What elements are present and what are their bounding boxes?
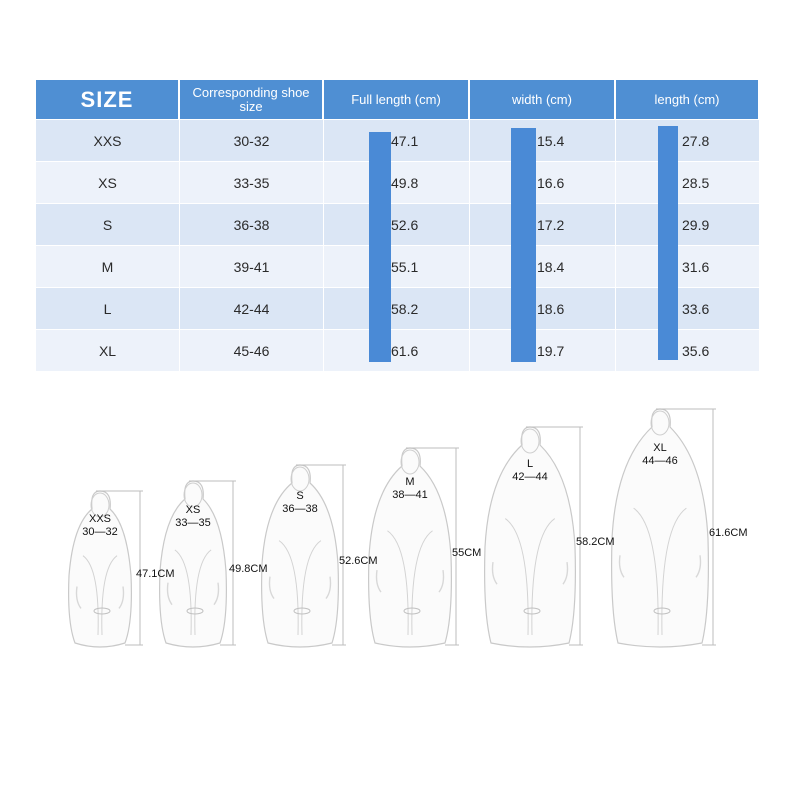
fin-size-label (380, 476, 440, 502)
length-bar (658, 126, 678, 360)
table-header-row (36, 80, 760, 120)
table-row (36, 246, 760, 288)
fin-size-label (630, 442, 690, 468)
cell-shoe: 30-32 (180, 120, 324, 162)
cell-size: XS (36, 162, 180, 204)
cell-shoe: 36-38 (180, 204, 324, 246)
cell-size: M (36, 246, 180, 288)
fin-length-label: 55CM (452, 546, 482, 559)
cell-width: 19.7 (470, 330, 616, 372)
fin-size: XL (653, 442, 667, 455)
header-shoe-size: Corresponding shoe size (180, 80, 324, 120)
table-row (36, 162, 760, 204)
cell-length: 31.6 (616, 246, 760, 288)
table-row (36, 120, 760, 162)
cell-full-length: 52.6 (324, 204, 470, 246)
cell-full-length: 49.8 (324, 162, 470, 204)
cell-length: 27.8 (616, 120, 760, 162)
cell-full-length: 58.2 (324, 288, 470, 330)
cell-size: S (36, 204, 180, 246)
header-width: width (cm) (470, 80, 616, 120)
cell-length: 35.6 (616, 330, 760, 372)
fin-size-label (70, 513, 130, 539)
cell-length: 29.9 (616, 204, 760, 246)
width-bar (511, 128, 536, 362)
cell-width: 16.6 (470, 162, 616, 204)
cell-width: 17.2 (470, 204, 616, 246)
header-length: length (cm) (616, 80, 760, 120)
cell-full-length: 61.6 (324, 330, 470, 372)
header-full-length: Full length (cm) (324, 80, 470, 120)
size-table (36, 80, 760, 372)
full-length-bar (369, 132, 391, 362)
fin-shoe-range: 38—41 (392, 488, 428, 501)
header-size: SIZE (36, 80, 180, 120)
cell-width: 15.4 (470, 120, 616, 162)
fin-size: S (296, 490, 304, 503)
fin-size-label (270, 490, 330, 516)
cell-width: 18.6 (470, 288, 616, 330)
cell-shoe: 39-41 (180, 246, 324, 288)
cell-size: XXS (36, 120, 180, 162)
cell-size: XL (36, 330, 180, 372)
fin-size: M (405, 475, 415, 488)
cell-shoe: 33-35 (180, 162, 324, 204)
fin-length-label: 61.6CM (709, 527, 748, 539)
cell-length: 28.5 (616, 162, 760, 204)
fin-length-label: 52.6CM (339, 555, 378, 567)
fin-size: XXS (88, 512, 111, 525)
fin-shoe-range: 44—46 (642, 455, 678, 468)
cell-width: 18.4 (470, 246, 616, 288)
cell-shoe: 42-44 (180, 288, 324, 330)
fin-size-label (163, 504, 223, 530)
cell-full-length: 55.1 (324, 246, 470, 288)
cell-shoe: 45-46 (180, 330, 324, 372)
fin-size: L (526, 457, 534, 470)
fin-length-label: 49.8CM (229, 563, 268, 575)
table-row (36, 288, 760, 330)
fin-size: XS (185, 503, 201, 516)
fins-illustration (0, 395, 800, 665)
table-row (36, 330, 760, 372)
fin-size-label (500, 458, 560, 484)
table-row (36, 204, 760, 246)
cell-size: L (36, 288, 180, 330)
cell-length: 33.6 (616, 288, 760, 330)
fin-shoe-range: 30—32 (82, 525, 118, 538)
fin-shoe-range: 42—44 (512, 470, 548, 483)
cell-full-length: 47.1 (324, 120, 470, 162)
fin-shoe-range: 36—38 (282, 503, 318, 516)
fin-shoe-range: 33—35 (175, 516, 211, 529)
fin-length-label: 58.2CM (576, 536, 615, 548)
fin-length-label: 47.1CM (136, 568, 175, 580)
